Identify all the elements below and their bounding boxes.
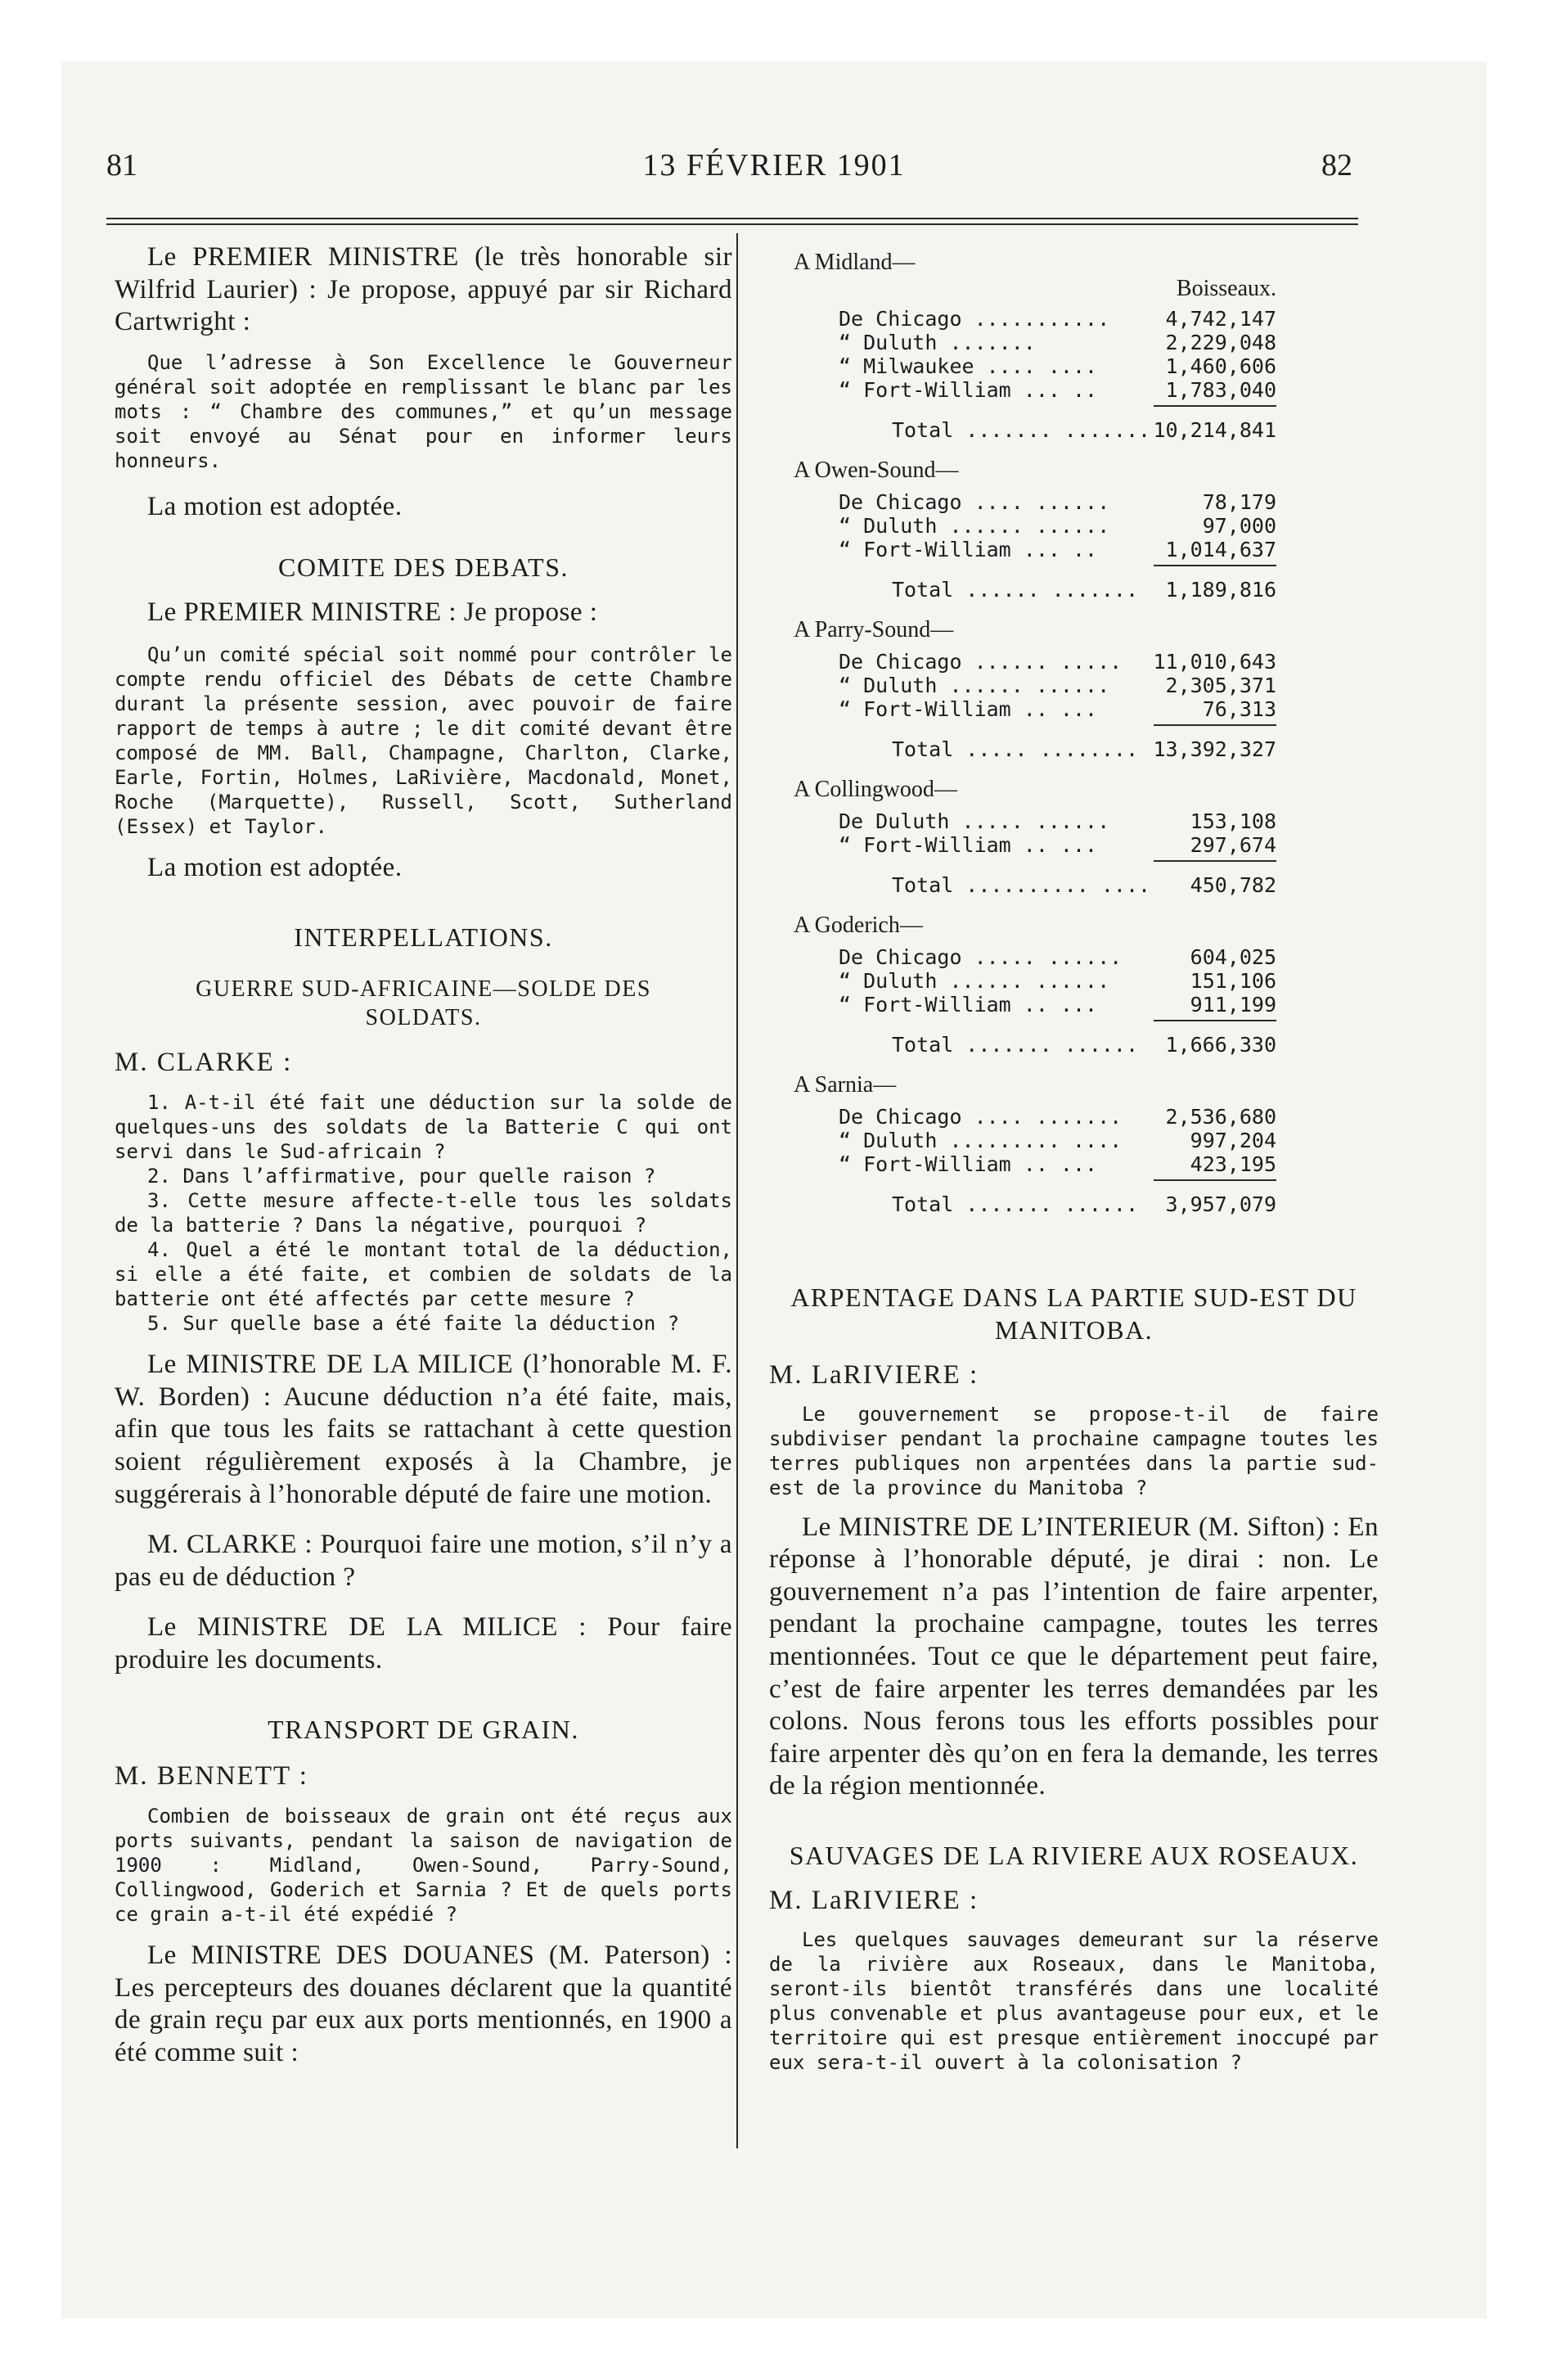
- port-name: A Parry-Sound—: [794, 617, 954, 642]
- table-row: [839, 1152, 1276, 1176]
- total-rule: [1154, 1179, 1276, 1181]
- question-item: 1. A-t-il été fait une déduction sur la solde de quelques-uns des soldats de la Batterie C qui ont servi dans le Sud-africain ?: [115, 1091, 732, 1164]
- origin-port: “ Duluth ...... ......: [839, 969, 1110, 993]
- origin-port: “ Fort-William .. ...: [839, 697, 1098, 721]
- section-heading: COMITE DES DEBATS.: [277, 552, 569, 583]
- table-row: [839, 307, 1276, 331]
- column-divider: [736, 233, 738, 2148]
- origin-port: “ Duluth ...... ......: [839, 514, 1110, 538]
- bushel-value: 1,460,606: [1165, 354, 1276, 378]
- total-row: [892, 578, 1276, 602]
- port-name: A Owen-Sound—: [794, 458, 959, 483]
- total-value: 1,666,330: [1165, 1033, 1276, 1057]
- section-heading: SAUVAGES DE LA RIVIERE AUX ROSEAUX.: [789, 1840, 1359, 1870]
- total-label: Total ....... ......: [892, 1033, 1139, 1057]
- paragraph: Le MINISTRE DES DOUANES (M. Paterson) : Les percepteurs des douanes déclarent que la quantité de grain reçu par eux aux ports mentionnés, en 1900 a été comme suit :: [115, 1941, 732, 2067]
- question-item: 4. Quel a été le montant total de la déduction, si elle a été faite, et combien de soldats de la batterie ont été affectés par cette mesure ?: [115, 1238, 732, 1311]
- paragraph: Le PREMIER MINISTRE : Je propose :: [147, 597, 598, 628]
- table-row: [839, 697, 1276, 721]
- total-value: 10,214,841: [1153, 418, 1276, 442]
- header-rule-bottom: [106, 223, 1358, 225]
- total-row: [892, 737, 1276, 761]
- table-row: [839, 514, 1276, 538]
- total-rule: [1154, 565, 1276, 566]
- paragraph: Le gouvernement se propose-t-il de faire subdiviser pendant la prochaine campagne toutes les terres publiques non arpentées dans la partie sud-est de la province du Manitoba ?: [769, 1402, 1379, 1499]
- paragraph: Le MINISTRE DE LA MILICE : Pour faire produire les documents.: [115, 1612, 732, 1675]
- bushel-value: 11,010,643: [1153, 650, 1276, 674]
- origin-port: “ Fort-William .. ...: [839, 1152, 1098, 1176]
- bushel-value: 97,000: [1202, 514, 1276, 538]
- total-label: Total ...... .......: [892, 578, 1139, 602]
- speaker: M. BENNETT :: [115, 1760, 308, 1791]
- origin-port: De Chicago .... ......: [839, 490, 1110, 514]
- table-row: [839, 650, 1276, 674]
- table-row: [839, 674, 1276, 697]
- paragraph: Que l’adresse à Son Excellence le Gouverneur général soit adoptée en remplissant le blanc par les mots : “ Chambre des communes,” et qu’un message soit envoyé au Sénat pour en informer leurs honneurs.: [115, 350, 732, 472]
- bushel-value: 151,106: [1190, 969, 1276, 993]
- port-name: A Midland—: [794, 250, 916, 275]
- grain-receipts-table: [794, 250, 1276, 1264]
- table-row: [839, 993, 1276, 1016]
- total-label: Total ....... .......: [892, 418, 1151, 442]
- table-row: [839, 354, 1276, 378]
- paragraph: Le MINISTRE DE L’INTERIEUR (M. Sifton) : En réponse à l’honorable député, je dirai : non. Le gouvernement n’a pas l’intention de faire arpenter, pendant la prochaine campagne, toutes les terres mentionnées. Tout ce que le département peut faire, c’est de faire arpenter les terres demandées par les colons. Nous ferons tous les efforts possibles pour faire arpenter dès qu’on en fera la demande, les terres de la région mentionnée.: [769, 1512, 1379, 1801]
- right-column-text: [769, 1281, 1379, 2075]
- table-row: [839, 1129, 1276, 1152]
- paragraph: Le PREMIER MINISTRE (le très honorable sir Wilfrid Laurier) : Je propose, appuyé par sir Richard Cartwright :: [115, 242, 732, 337]
- table-row: [839, 331, 1276, 354]
- speaker: M. LaRIVIERE :: [769, 1360, 979, 1390]
- origin-port: De Chicago .... .......: [839, 1105, 1123, 1129]
- table-row: [839, 945, 1276, 969]
- total-row: [892, 1033, 1276, 1057]
- origin-port: “ Duluth ......... ....: [839, 1129, 1123, 1152]
- bushel-value: 1,014,637: [1165, 538, 1276, 561]
- origin-port: De Duluth ..... ......: [839, 809, 1110, 833]
- bushel-value: 604,025: [1190, 945, 1276, 969]
- total-rule: [1154, 860, 1276, 862]
- paragraph: La motion est adoptée.: [147, 491, 403, 521]
- total-rule: [1154, 724, 1276, 726]
- table-row: [839, 809, 1276, 833]
- origin-port: “ Fort-William .. ...: [839, 993, 1098, 1016]
- bushel-value: 297,674: [1190, 833, 1276, 857]
- bushel-value: 423,195: [1190, 1152, 1276, 1176]
- question-item: 5. Sur quelle base a été faite la déduction ?: [147, 1312, 680, 1336]
- table-row: [839, 833, 1276, 857]
- origin-port: “ Fort-William .. ...: [839, 833, 1098, 857]
- paragraph: Le MINISTRE DE LA MILICE (l’honorable M. F. W. Borden) : Aucune déduction n’a été faite, mais, afin que tous les faits se rattachant à cette question soient régulièrement exposés à la Chambre, je suggérerais à l’honorable député de faire une motion.: [115, 1350, 732, 1509]
- paragraph: La motion est adoptée.: [147, 852, 403, 882]
- total-label: Total ..... ........: [892, 737, 1139, 761]
- section-heading: INTERPELLATIONS.: [294, 922, 553, 952]
- subsection-heading: GUERRE SUD-AFRICAINE—SOLDE DES SOLDATS.: [196, 976, 651, 1030]
- origin-port: De Chicago ...... .....: [839, 650, 1123, 674]
- origin-port: “ Duluth ...... ......: [839, 674, 1110, 697]
- total-label: Total ....... ......: [892, 1192, 1139, 1216]
- bushel-value: 78,179: [1202, 490, 1276, 514]
- bushel-value: 4,742,147: [1165, 307, 1276, 331]
- speaker: M. LaRIVIERE :: [769, 1885, 979, 1915]
- table-row: [839, 538, 1276, 561]
- total-rule: [1154, 1020, 1276, 1021]
- header-rule-top: [106, 218, 1358, 219]
- bushel-value: 2,536,680: [1165, 1105, 1276, 1129]
- total-rule: [1154, 405, 1276, 407]
- left-page-number: 81: [106, 148, 137, 183]
- bushel-value: 2,229,048: [1165, 331, 1276, 354]
- total-row: [892, 873, 1276, 897]
- table-row: [839, 490, 1276, 514]
- table-row: [839, 378, 1276, 402]
- bushel-value: 1,783,040: [1165, 378, 1276, 402]
- paragraph: Les quelques sauvages demeurant sur la réserve de la rivière aux Roseaux, dans le Manitoba, seront-ils bientôt transférés dans une localité plus convenable et plus avantageuse pour eux, et le territoire qui est presque entièrement inoccupé par eux sera-t-il ouvert à la colonisation ?: [769, 1927, 1379, 2074]
- paragraph: M. CLARKE : Pourquoi faire une motion, s’il n’y a pas eu de déduction ?: [115, 1530, 732, 1592]
- speaker: M. CLARKE :: [115, 1047, 293, 1077]
- page-title: 13 FÉVRIER 1901: [642, 148, 906, 183]
- bushel-value: 911,199: [1190, 993, 1276, 1016]
- origin-port: “ Milwaukee .... ....: [839, 354, 1098, 378]
- total-row: [892, 418, 1276, 442]
- unit-label: Boisseaux.: [1176, 276, 1276, 301]
- question-item: 2. Dans l’affirmative, pour quelle raison ?: [147, 1165, 656, 1188]
- port-name: A Collingwood—: [794, 777, 957, 802]
- bushel-value: 997,204: [1190, 1129, 1276, 1152]
- question-item: 3. Cette mesure affecte-t-elle tous les soldats de la batterie ? Dans la négative, pourquoi ?: [115, 1189, 732, 1237]
- section-heading: ARPENTAGE DANS LA PARTIE SUD-EST DU MANITOBA.: [790, 1282, 1357, 1345]
- table-row: [839, 969, 1276, 993]
- origin-port: De Chicago ...........: [839, 307, 1110, 331]
- origin-port: “ Fort-William ... ..: [839, 378, 1098, 402]
- table-row: [839, 1105, 1276, 1129]
- port-name: A Sarnia—: [794, 1072, 897, 1098]
- total-value: 450,782: [1190, 873, 1276, 897]
- origin-port: “ Duluth .......: [839, 331, 1036, 354]
- bushel-value: 153,108: [1190, 809, 1276, 833]
- left-column: [115, 241, 732, 2069]
- total-value: 13,392,327: [1153, 737, 1276, 761]
- origin-port: “ Fort-William ... ..: [839, 538, 1098, 561]
- total-label: Total .......... ....: [892, 873, 1151, 897]
- paragraph: Combien de boisseaux de grain ont été reçus aux ports suivants, pendant la saison de navigation de 1900 : Midland, Owen-Sound, Parry-Sound, Collingwood, Goderich et Sarnia ? Et de quels ports ce grain a-t-il été expédié ?: [115, 1805, 732, 1927]
- total-value: 1,189,816: [1165, 578, 1276, 602]
- bushel-value: 76,313: [1202, 697, 1276, 721]
- paragraph: Qu’un comité spécial soit nommé pour contrôler le compte rendu officiel des Débats de cette Chambre durant la présente session, avec pouvoir de faire rapport de temps à autre ; le dit comité devant être composé de MM. Ball, Champagne, Charlton, Clarke, Earle, Fortin, Holmes, LaRivière, Macdonald, Monet, Roche (Marquette), Russell, Scott, Sutherland (Essex) et Taylor.: [115, 642, 732, 838]
- section-heading: TRANSPORT DE GRAIN.: [268, 1714, 579, 1744]
- origin-port: De Chicago ..... ......: [839, 945, 1123, 969]
- right-page-number: 82: [1321, 148, 1352, 183]
- port-name: A Goderich—: [794, 913, 923, 938]
- total-row: [892, 1192, 1276, 1216]
- bushel-value: 2,305,371: [1165, 674, 1276, 697]
- total-value: 3,957,079: [1165, 1192, 1276, 1216]
